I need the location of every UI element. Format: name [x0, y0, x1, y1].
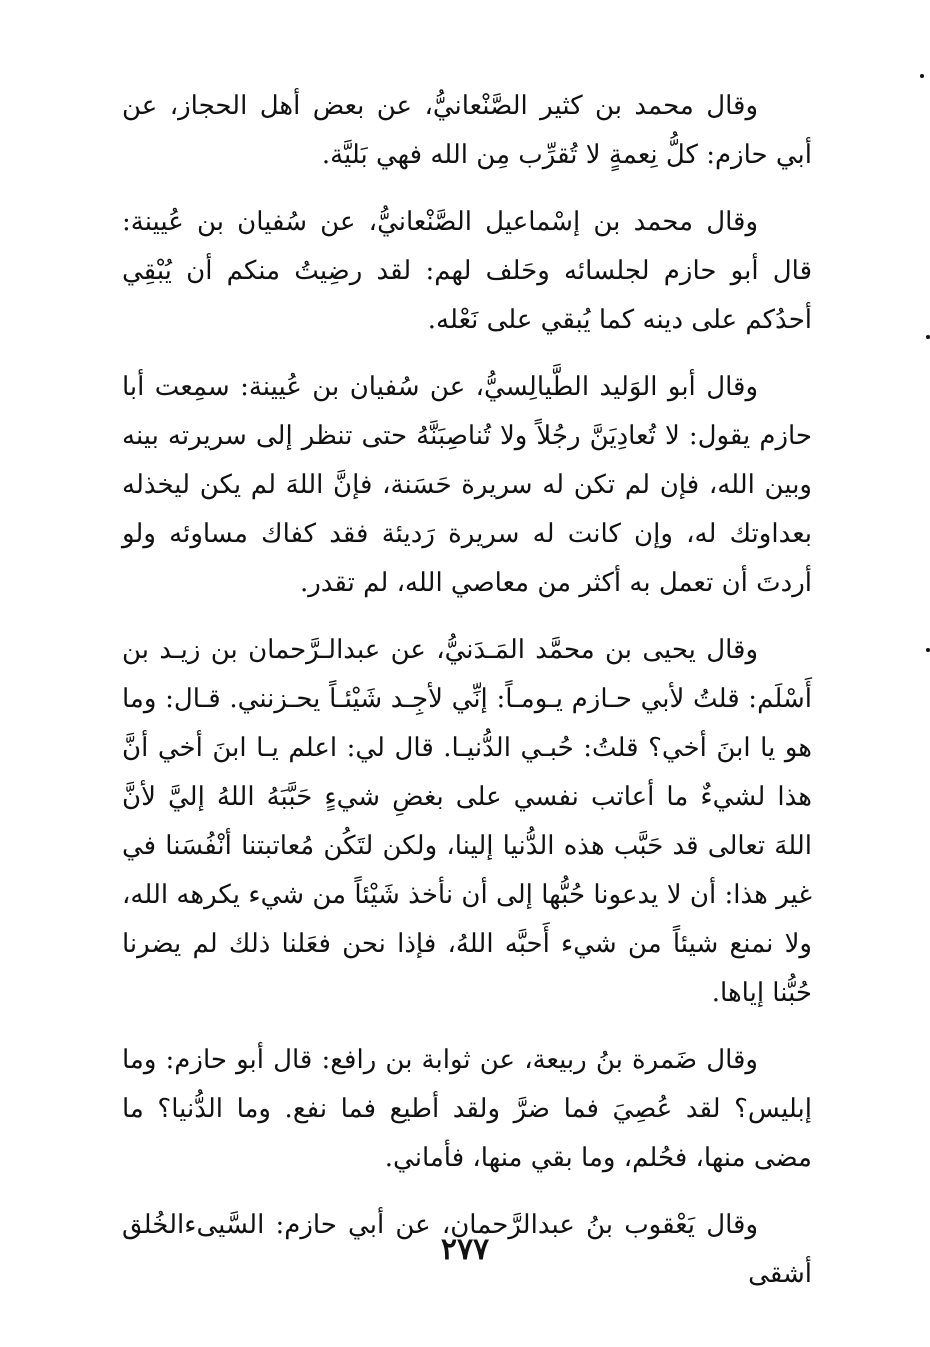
scan-speck [920, 74, 924, 78]
paragraph-5: وقال ضَمرة بنُ ربيعة، عن ثوابة بن رافع: قال أبو حازم: وما إبليس؟ لقد عُصِيَ فما ضرَّ ولقد أطيع فما نفع. وما الدُّنيا؟ ما مضى منها، فحُلم، وما بقي منها، فأماني. [122, 1045, 812, 1173]
page-body [122, 82, 812, 1299]
scan-speck [926, 335, 930, 339]
paragraph-1: وقال محمد بن كثير الصَّنْعانيُّ، عن بعض أهل الحجاز، عن أبي حازم: كلُّ نِعمةٍ لا تُقرِّب مِن الله فهي بَليَّة. [122, 91, 812, 170]
paragraph-4: وقال يحيى بن محمَّد المَـدَنيُّ، عن عبدالـرَّحمان بن زيـد بن أَسْلَم: قلتُ لأبي حـازم يـومـاً: إنِّي لأجِـد شَيْئـاً يحـزنني. قـال: وما هو يا ابنَ أخي؟ قلتُ: حُبـي الدُّنيـا. قال لي: اعلم يـا ابنَ أخي أنَّ هذا لشيءٌ ما أعاتب نفسي على بغضِ شيءٍ حَبَّبَهُ اللهُ إليَّ لأنَّ اللهَ تعالى قد حَبَّب هذه الدُّنيا إلينا، ولكن لتَكُن مُعاتبتنا أنْفُسَنا في غير هذا: أن لا يدعونا حُبُّها إلى أن نأخذ شَيْئاً من شيء يكرهه الله، ولا نمنع شيئاً من شيء أَحبَّه اللهُ، فإذا نحن فعَلنا ذلك لم يضرنا حُبُّنا إياها. [122, 635, 812, 1008]
paragraph-3: وقال أبو الوَليد الطَّيالِسيُّ، عن سُفيان بن عُيينة: سمِعت أبا حازم يقول: لا تُعادِيَنَّ رجُلاً ولا تُناصِبَنَّهُ حتى تنظر إلى سريرته بينه وبين الله، فإن لم تكن له سريرة حَسَنة، فإنَّ اللهَ لم يكن ليخذله بعداوتك له، وإن كانت له سريرة رَديئة فقد كفاك مساوئه ولو أردتَ أن تعمل به أكثر من معاصي الله، لم تقدر. [122, 372, 812, 598]
paragraph-6: وقال يَعْقوب بنُ عبدالرَّحمان، عن أبي حازم: السَّيىءالخُلق أشقى [122, 1210, 812, 1289]
page-number: ٢٧٧ [440, 1232, 490, 1267]
scan-speck [926, 648, 930, 652]
paragraph-2: وقال محمد بن إسْماعيل الصَّنْعانيُّ، عن سُفيان بن عُيينة: قال أبو حازم لجلسائه وحَلف لهم: لقد رضِيتُ منكم أن يُبْقِي أحدُكم على دينه كما يُبقي على نَعْله. [122, 207, 812, 335]
